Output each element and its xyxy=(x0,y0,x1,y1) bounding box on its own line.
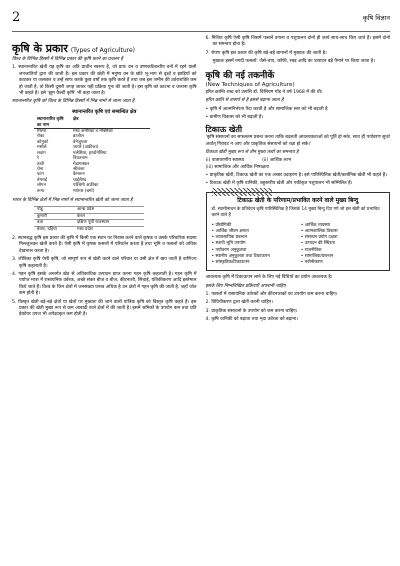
table-row: कोनुको वेनेजुएला xyxy=(37,139,88,145)
italic-note: हरित क्रांति से तात्पर्य से है इससे बढ़ाना जाता है xyxy=(205,98,284,104)
table-row: मिल्पा मध्य अमेरिका व मैक्सिको xyxy=(37,129,113,135)
box-intro: डॉ. स्वामीनाथन के प्रतिवेदन कृषि पारिस्थितिक है जिसके 14 मुख्य बिन्दु दिए गये जो इस खेती को प्रभावित करने वाले हैं xyxy=(211,207,380,219)
numbered-item: 1. फसलों में रासायनिक उर्वरकों और कीटनाशकों का उपयोग कम करना चाहिए। xyxy=(205,292,338,298)
item-shifting-cultivation: 1. स्थानान्तरित खेती यह कृषि का अति प्राचीन स्वरूप है, जो प्रायः वन व उष्णकटिबन्धीय वनों में रहने वाली जनजातियों द्वारा की जाती है। इस प्रकार की खेती में मनुष्य वन के छोटे भू-भाग से वृक्षों व झाड़ियों को काटकर या जलाकर व उन्हें साफ करके कुछ वर्षों तक कृषि करते हैं तथा जब इस जमीन की उर्वराशक्ति कम हो जाती है, तो किसी दूसरी जगह जाकर यही प्रक्रिया पुनः की जाती है। इस कृषि को काटना व जलाना कृषि भी कहते हैं। इसे 'झूम कैल्टी कृषि' भी कहा जाता है। xyxy=(12,65,197,97)
italic-note: इसके लिए निम्नलिखित प्रक्रियाएँ अपनानी चाहिए xyxy=(205,283,286,289)
closing-text: आवश्यक कृषि में टिकाऊपन लाने के लिए नई विधियों का प्रयोग आवश्यक है। xyxy=(205,275,333,281)
green-revolution-text: हरित क्रान्ति शब्द को उत्पत्ति डॉ. विलियम गॉड ने वर्ष 1968 में की थी। xyxy=(205,90,323,96)
table-row: तावी मेडागास्कर xyxy=(37,161,90,167)
section-heading-new-techniques: कृषि की नई तकनीकें xyxy=(205,70,275,81)
shifting-cultivation-table xyxy=(34,117,150,194)
bullet-item: • टिकाऊ खेती में कृषि वानिकी, बहुस्तरीय खेती और एकीकृत पशुपालन भी सम्मिलित हैं। xyxy=(206,181,391,187)
item-mixed: 6. मिश्रित कृषि ऐसी कृषि जिसमें फसलें उगाना व पशुपालन दोनों ही कार्य साथ-साथ किए जाते हैं। इसमें दोनों का समन्वय होता है। xyxy=(205,36,390,48)
table-row: कुमारी केरल xyxy=(34,213,144,219)
table-header: क्षेत्र xyxy=(70,117,150,128)
table-row: रे वियतनाम xyxy=(37,156,88,162)
box-list-item: • सामाजिक/प्रबन्धन xyxy=(301,254,384,260)
decorative-hatch xyxy=(212,188,272,196)
section-heading-types: कृषि के प्रकार (Types of Agriculture) xyxy=(12,42,136,55)
left-column xyxy=(12,36,197,326)
table-row: रूमा म्यांमार (बर्मा) xyxy=(37,188,95,194)
table-row: रोका ब्राजील xyxy=(37,134,84,140)
box-list-item: • व्यावसायिक प्रबन्धन xyxy=(212,235,295,241)
box-list-item: • प्रौद्योगिकी xyxy=(212,223,295,229)
table-header: स्थानान्तरित कृषि का नाम xyxy=(34,117,70,128)
box-list-item: • पर्यावरण अनुकूलता xyxy=(212,248,295,254)
table-row: बत्रा दक्षिण पूर्वी राजस्थान xyxy=(34,220,144,226)
table-row: फांग कैमरून xyxy=(37,172,85,178)
info-box xyxy=(206,192,391,272)
box-list xyxy=(212,223,385,266)
section-heading-en: (New Techniques of Agriculture) xyxy=(205,81,295,88)
table-row: पोडू आन्ध्र प्रदेश xyxy=(34,207,144,213)
intro-text: विश्व के विभिन्न हिस्सों में विभिन्न प्रकार की कृषि करने का प्रचलन है xyxy=(12,57,123,62)
item-plantation: 7. रोपण कृषि इस प्रकार की कृषि बड़े-बड़े बागानों में मुख्यतः की जाती है। xyxy=(205,50,327,56)
box-list-item: • उत्पादन की स्थिरता xyxy=(301,241,384,247)
page-number: 2 xyxy=(12,10,21,25)
box-list-item: • नवीनीकरण xyxy=(301,260,384,266)
table-row: लदांग मलेशिया, इण्डोनेशिया xyxy=(37,150,107,156)
numbered-item: 4. कृषि वानिकी को बढ़ावा तथा मृदा उर्वरता को बढ़ाना। xyxy=(205,317,298,323)
item-sedentary: 2. स्थानबद्ध कृषि इस प्रकार की कृषि में किसी एक स्थान पर निवास करने वाले कृषक व उसके परिवारिक सदस्य मिलजुलकर खेती करते हैं। ऐसी कृषि में कृषक फसलों में परिवर्तन करता है तथा भूमि व फसलों को अधिक देखभाल करता है। xyxy=(12,235,197,254)
box-title: टिकाऊ खेती के परिणाम/प्रभावित करने वाले मुख्य बिन्दु xyxy=(237,196,359,204)
india-shifting-table xyxy=(34,206,144,232)
element-item: (i) वातावरणीय स्वास्थ्य xyxy=(205,158,245,164)
sustainable-definition: 'कृषि संसाधनों का सफलतम प्रबन्ध करना ताकि बदलती आवश्यकताओं को पूर्ति हो सके, साथ ही पर्यावरण सुधरे अर्थात् गिरावट न आए और प्राकृतिक संसाधनों को रक्षा हो सके।' xyxy=(205,135,390,147)
table-row: मसोले जायरे (अफ्रीका) xyxy=(37,145,99,151)
sustainable-heading: टिकाऊ खेती xyxy=(205,125,243,135)
box-list-item: • स्थायी भूमि उपयोग xyxy=(212,241,295,247)
item-extensive: 5. विस्तृत खेती बड़े-बड़े क्षेत्रों या खेतों पर मुख्यतः की जाने वाली यांत्रिक कृषि को विस्तृत कृषि कहते हैं। इस प्रकार की खेती मुख्य रूप से कम आबादी वाले क्षेत्रों में की जाती है। इसमें श्रमिकों के उपयोग कम तथा प्रति हेक्टेयर उपज भी अपेक्षाकृत कम होती है। xyxy=(12,299,197,318)
box-list-item: • स्थानीय अनुकूलता तथा टिकाऊपन xyxy=(212,254,295,260)
box-list-item: • आत्मकालिक विकास xyxy=(301,229,384,235)
box-list-item: • संसाधन प्रयोग दक्षता xyxy=(301,235,384,241)
italic-note: टिकाऊ खेती मुख्य रूप से तीन मुख्य तत्वों का समन्वय है xyxy=(205,149,299,155)
italic-note: स्थानान्तरित कृषि को विश्व के विभिन्न हिस्सों में भिन्न नामों से जाना जाता है xyxy=(12,99,135,105)
box-list-item: • सांस्कृतिक/टिकाऊपन xyxy=(212,260,295,266)
box-list-item: • आर्थिक व्यवस्था xyxy=(301,223,384,229)
running-title: कृषि विज्ञान xyxy=(362,14,390,22)
box-list-item: • राजनीतिक xyxy=(301,248,384,254)
item-intensive: 4. गहन कृषि इसके अन्तर्गत खेत से अधिकाधिक उत्पादन प्राप्त करना गहन कृषि कहलाती है। गहन कृषि में पर्याप्त मात्रा में रासायनिक उर्वरक, अच्छे संकर बीज व बीज, कीटनाशी, सिंचाई, यंत्रिकीकरण आदि इस्तेमाल किये जाते हैं। विश्व के जिन क्षेत्रों में जनसंख्या घनत्व अधिक है उन क्षेत्रों में गहन कृषि की जाती है, जहाँ जोत कम होती है। xyxy=(12,272,197,297)
box-list-item: • आर्थिक जीवन क्षमता xyxy=(212,229,295,235)
right-column xyxy=(206,36,391,326)
plantation-note: मुख्यतः इसमें नगदी फसलों: जैसे-चाय, कॉफी, रबड़ आदि का उत्पादन बड़े पैमाने पर किया जाता है। xyxy=(212,59,375,65)
table-row: बेवार, दहिया मध्य प्रदेश xyxy=(34,226,144,232)
table-row: तेमराई थाईलैण्ड xyxy=(37,177,87,183)
table-row: चेना श्रीलंका xyxy=(37,166,85,172)
bullet-item: • ग्रामीण विकास को भी बढ़ाती है। xyxy=(206,115,391,121)
table-row: लोगन पश्चिमी अफ्रीका xyxy=(37,183,99,189)
bullet-item: • कृषि में आत्मनिर्भरता पैदा करती है और सामाजिक स्तर को भी बढ़ाती है xyxy=(206,107,391,113)
numbered-item: 2. विविधीकरण द्वारा खेती करनी चाहिए। xyxy=(205,300,274,306)
element-item: (iii) सामाजिक और आर्थिक निष्पक्षता xyxy=(205,164,269,170)
item-subsistence: 3. जीविका कृषि ऐसी कृषि, जो सम्पूर्ण रूप से खेती करने वाले परिवार या उसी क्षेत्र में खप जाती है वाणिज्य कृषि कहलाती है। xyxy=(12,257,197,269)
page-header xyxy=(12,10,390,32)
table1-title: स्थानान्तरित कृषि एवं सम्बन्धित क्षेत्र xyxy=(72,108,137,115)
italic-note-india: भारत के विभिन्न क्षेत्रों में भिन्न नामों से स्थानान्तरित खेती को जाना जाता है xyxy=(12,197,133,203)
bullet-item: • प्राकृतिक खेती, टिकाऊ खेती का एक अच्छा उदाहरण है। इसे पारिस्थितिक खेती/कार्बनिक खेती भी कहते हैं। xyxy=(206,173,391,179)
numbered-item: 3. प्राकृतिक संसाधनों के उपयोग को कम करना चाहिए। xyxy=(205,308,298,314)
element-item: (ii) आर्थिक लाभ xyxy=(262,158,292,164)
